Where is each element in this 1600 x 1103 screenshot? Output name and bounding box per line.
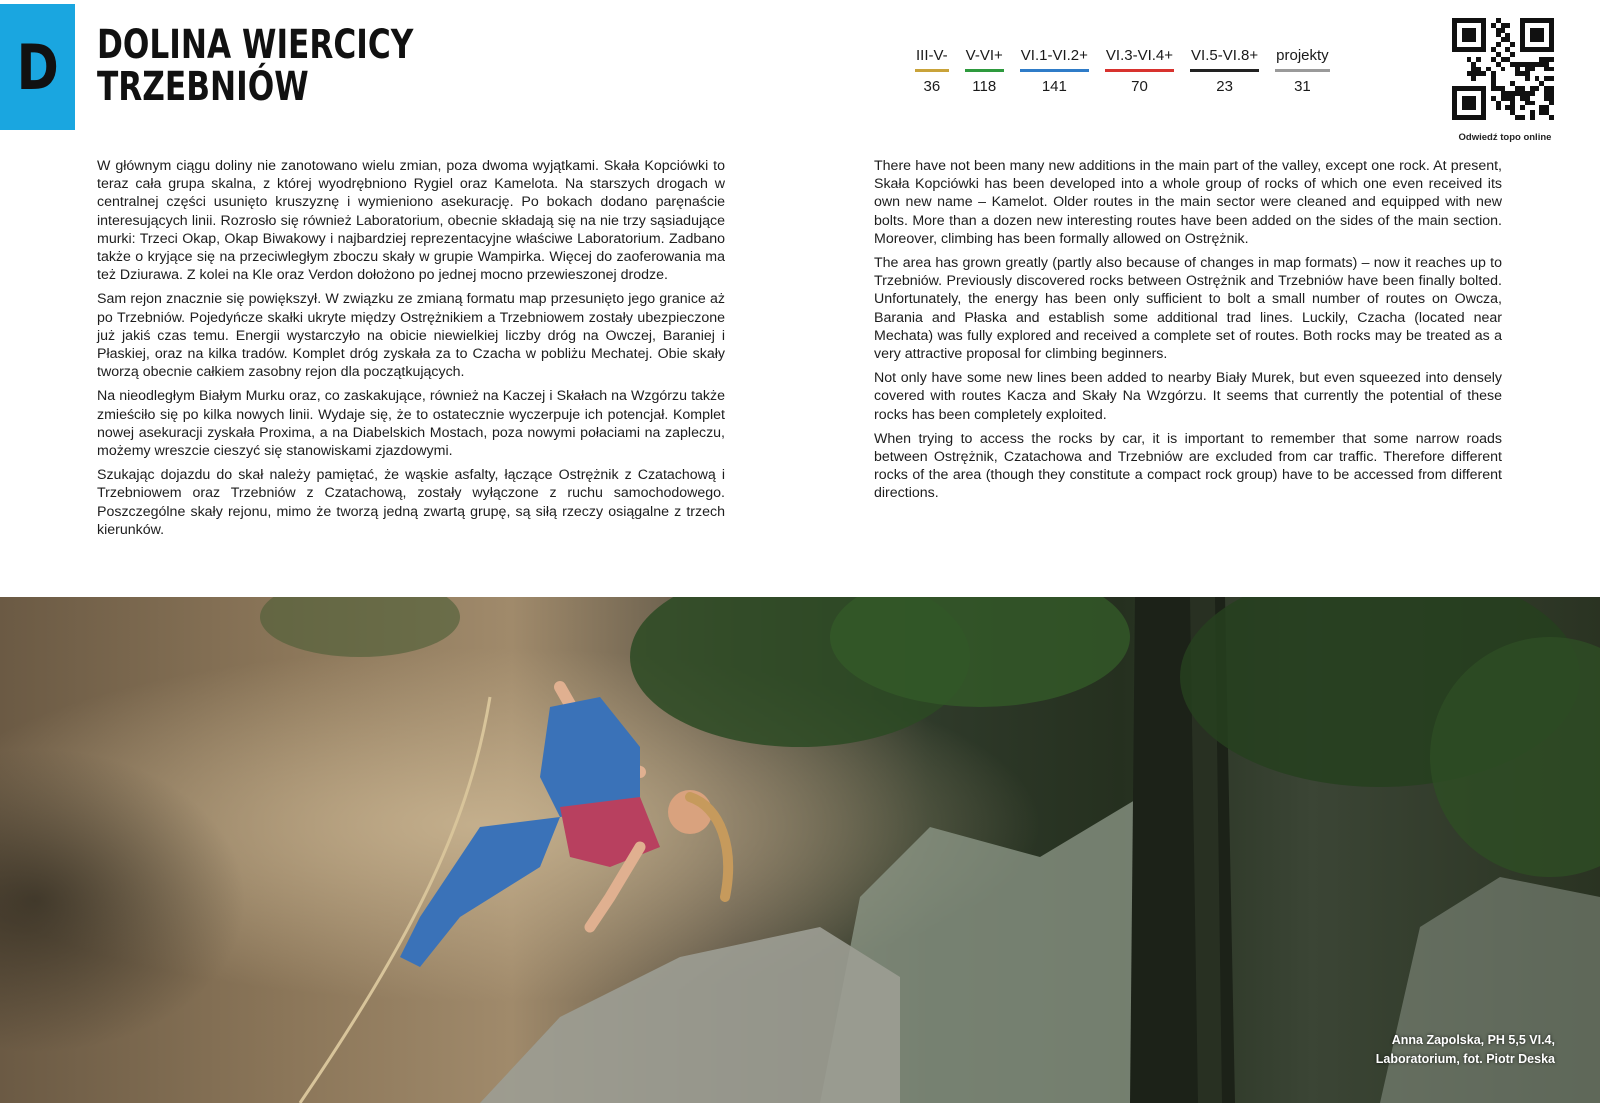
grade-label: VI.1-VI.2+: [1020, 46, 1089, 72]
grade-stat: [963, 46, 1006, 97]
climbing-photo: [0, 597, 1600, 1103]
photo-illustration: [0, 597, 1600, 1103]
paragraph: Na nieodległym Białym Murku oraz, co zaskakujące, również na Kaczej i Skałach na Wzgórzu także zmieściło się po kilka nowych linii. Wydaje się, że to ostatecznie wyczerpuje ich potencjał. Komplet nowej asekuracji zyskała Proxima, a na Diabelskich Mostach, poza nowymi połaciami na zapleczu, możemy wreszcie cieszyć się stanowiskami zjazdowymi.: [97, 388, 725, 460]
title-line-1: DOLINA WIERCICY: [97, 22, 414, 68]
paragraph: W głównym ciągu doliny nie zanotowano wielu zmian, poza dwoma wyjątkami. Skała Kopciówki to teraz cała grupa skalna, z której wyodrębniono Rygiel oraz Kamelota. Na starszych drogach w centralnej części usunięto kruszyznę i wymieniono asekurację. Po bokach dodano paręnaście interesujących linii. Rozrosło się również Laboratorium, obecnie składają się na nie trzy sąsiadujące murki: Trzeci Okap, Okap Biwakowy i najbardziej reprezentacyjne właściwe Laboratorium. Zadbano także o kryjące się na przeciwległym zboczu skały w grupie Wampirka. Więcej do zaoferowania ma też Dziurawa. Z kolei na Kle oraz Verdon dołożono po jednej mocno przewieszonej drodze.: [97, 158, 725, 284]
grade-stat: [1018, 46, 1091, 97]
text-column-english: [874, 157, 1502, 509]
grade-count: 23: [1216, 78, 1233, 95]
paragraph: Not only have some new lines been added to nearby Biały Murek, but even squeezed into densely covered with routes Kacza and Skały Na Wzgórzu. It seems that currently the potential of these rocks has been completely exploited.: [874, 370, 1502, 423]
grade-label: projekty: [1275, 46, 1330, 72]
grade-count: 31: [1294, 78, 1311, 95]
grade-count: 70: [1131, 78, 1148, 95]
grade-label: V-VI+: [965, 46, 1004, 72]
grade-stats: [913, 46, 1332, 97]
qr-caption: Odwiedź topo online: [1458, 132, 1552, 143]
paragraph: There have not been many new additions in the main part of the valley, except one rock. At present, Skała Kopciówki has been developed into a whole group of rocks of which one even received its own new name – Kamelot. Older routes in the main sector were cleaned and equipped with new bolts. More than a dozen new interesting routes have been added on the sides of the main section. Moreover, climbing has been formally allowed on Ostrężnik.: [874, 158, 1502, 247]
title-line-2: TRZEBNIÓW: [97, 64, 309, 110]
grade-label: VI.3-VI.4+: [1105, 46, 1174, 72]
photo-caption-line: Laboratorium, fot. Piotr Deska: [1375, 1052, 1555, 1066]
chapter-letter: D: [16, 30, 59, 104]
paragraph: Szukając dojazdu do skał należy pamiętać, że wąskie asfalty, łączące Ostrężnik z Czatachową i Trzebniowem oraz Trzebniów z Czatachową, zostały wyłączone z ruchu samochodowego. Poszczególne skały rejonu, mimo że tworzą jedną zwartą grupę, są siłą rzeczy osiągalne z trzech kierunków.: [97, 467, 725, 538]
text-column-polish: [97, 157, 725, 545]
paragraph: The area has grown greatly (partly also because of changes in map formats) – now it reaches up to Trzebniów. Previously discovered rocks between Ostrężnik and Trzebniów have been finally bolted. Unfortunately, the energy has been only sufficient to bolt a small number of routes on Owcza, Barania and Płaska and establish some additional trad lines. Luckily, Czacha (located near Mechata) was fully explored and received a complete set of routes. Both rocks may be treated as a very attractive proposal for climbing beginners.: [874, 255, 1502, 363]
grade-count: 36: [923, 78, 941, 95]
paragraph: Sam rejon znacznie się powiększył. W związku ze zmianą formatu map przesunięto jego granice aż po Trzebniów. Pojedyńcze skałki ukryte między Ostrężnikiem a Trzebniowem zostały ubezpieczone już jakiś czas temu. Energii wystarczyło na obicie niewielkiej liczby dróg na Owczej, Baraniej i Płaskiej, oraz na kilka tradów. Komplet dróg zyskała za to Czacha w pobliżu Mechatej. Obie skały tworzą obecnie całkiem zasobny rejon dla początkujących.: [97, 291, 725, 381]
grade-count: 141: [1041, 78, 1067, 95]
page-title: [97, 24, 413, 108]
grade-label: VI.5-VI.8+: [1190, 46, 1259, 72]
chapter-badge: [0, 4, 75, 130]
grade-stat: [1188, 46, 1261, 97]
grade-stat: [1103, 46, 1176, 97]
photo-caption: [1376, 1031, 1555, 1069]
grade-label: III-V-: [915, 46, 949, 72]
photo-caption-line: Anna Zapolska, PH 5,5 VI.4,: [1391, 1033, 1555, 1047]
grade-stat: [1273, 46, 1332, 97]
grade-stat: [913, 46, 951, 97]
grade-count: 118: [972, 78, 997, 95]
qr-code-icon[interactable]: [1452, 18, 1554, 120]
paragraph: When trying to access the rocks by car, it is important to remember that some narrow roads between Ostrężnik, Czatachowa and Trzebniów are excluded from car traffic. Therefore different rocks of the area (though they constitute a compact rock group) have to be accessed from different directions.: [874, 430, 1502, 502]
